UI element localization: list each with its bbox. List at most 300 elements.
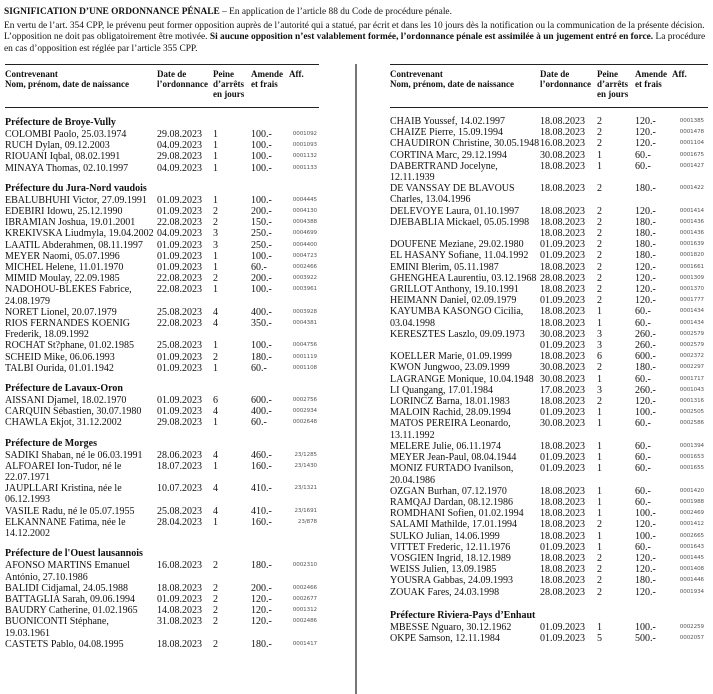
contrevenant-name: EL HASANY Sofiane, 11.04.1992 <box>390 250 529 262</box>
table-row <box>5 262 319 273</box>
amende-frais: 250.- <box>251 228 272 240</box>
contrevenant-name: IBRAMIAN Joshua, 19.01.2001 <box>5 217 136 229</box>
contrevenant-cell <box>390 553 540 564</box>
amende-frais: 100.- <box>635 508 656 520</box>
contrevenant-name: MEYER Naomi, 05.07.1996 <box>5 250 120 262</box>
table-row <box>390 295 708 306</box>
amende-frais: 120.- <box>635 295 656 307</box>
contrevenant-name: DELEVOYE Laura, 01.10.1997 <box>390 205 520 217</box>
contrevenant-name: MALOIN Rachid, 28.09.1994 <box>390 407 511 419</box>
contrevenant-cell <box>5 506 157 517</box>
ordonnance-date: 18.08.2023 <box>540 261 585 273</box>
amende-frais: 180.- <box>635 183 656 195</box>
peine-jours: 4 <box>213 505 218 517</box>
affaire-number: 0004400 <box>292 241 317 248</box>
contrevenant-name: KOELLER Marie, 01.09.1999 <box>390 351 512 363</box>
amende-frais: 60.- <box>635 496 651 508</box>
ordonnance-date: 30.08.2023 <box>540 418 585 430</box>
ordonnance-date: 01.09.2023 <box>157 593 202 605</box>
ordonnance-date: 04.09.2023 <box>157 140 202 152</box>
amende-frais: 120.- <box>635 116 656 127</box>
header-text: Nom, prénom, date de naissance <box>390 79 514 89</box>
amende-frais: 180.- <box>251 351 272 363</box>
ordonnance-date: 28.08.2023 <box>540 272 585 284</box>
peine-jours: 4 <box>213 306 218 318</box>
ordonnance-date: 30.08.2023 <box>540 328 585 340</box>
affaire-number: 0002486 <box>292 618 317 625</box>
amende-frais: 120.- <box>635 284 656 296</box>
prefecture-section <box>5 438 319 540</box>
ordonnance-date: 30.08.2023 <box>540 149 585 161</box>
peine-jours: 1 <box>597 373 602 385</box>
peine-jours: 2 <box>597 575 602 587</box>
ordonnance-date: 29.08.2023 <box>157 129 202 140</box>
column-divider <box>355 64 357 694</box>
affaire-number: 0002297 <box>679 364 704 371</box>
amende-frais: 60.- <box>251 262 267 274</box>
contrevenant-cell <box>390 206 540 217</box>
peine-jours: 2 <box>597 552 602 564</box>
table-row <box>390 362 708 373</box>
ordonnance-date: 18.08.2023 <box>540 440 585 452</box>
peine-jours: 1 <box>213 140 218 152</box>
contrevenant-cell <box>390 564 540 575</box>
contrevenant-name: MIMID Moulay, 22.09.1985 <box>5 273 120 285</box>
affaire-number: 0001639 <box>679 241 704 248</box>
peine-jours: 1 <box>213 194 218 206</box>
peine-jours: 2 <box>597 239 602 251</box>
affaire-number: 0002057 <box>679 634 704 641</box>
ordonnance-date: 17.08.2023 <box>540 384 585 396</box>
ordonnance-date: 01.09.2023 <box>157 351 202 363</box>
contrevenant-cell <box>390 519 540 530</box>
amende-frais: 120.- <box>251 593 272 605</box>
amende-frais: 180.- <box>635 239 656 251</box>
amende-frais: 410.- <box>251 505 272 517</box>
table-row <box>5 273 319 284</box>
contrevenant-name: OKPE Samson, 12.11.1984 <box>390 632 500 644</box>
amende-frais: 60.- <box>635 317 651 329</box>
header-text: Date de <box>157 69 187 79</box>
ordonnance-date: 18.08.2023 <box>540 552 585 564</box>
affaire-number: 0004699 <box>292 230 317 237</box>
contrevenant-cell <box>390 441 540 452</box>
peine-jours: 2 <box>213 605 218 617</box>
ordonnance-date: 04.09.2023 <box>157 228 202 240</box>
peine-jours: 2 <box>597 564 602 576</box>
contrevenant-cell <box>390 407 540 418</box>
affaire-number: 0001408 <box>679 566 704 573</box>
ordonnance-date: 01.09.2023 <box>540 340 585 352</box>
amende-frais: 120.- <box>635 519 656 531</box>
affaire-number: 23/1691 <box>294 507 317 514</box>
header-text: Aff. <box>289 69 304 79</box>
peine-jours: 2 <box>597 295 602 307</box>
peine-jours: 2 <box>213 206 218 218</box>
amende-frais: 410.- <box>251 483 272 495</box>
peine-jours: 2 <box>213 582 218 594</box>
amende-frais: 120.- <box>635 272 656 284</box>
amende-frais: 120.- <box>635 552 656 564</box>
ordonnance-date: 18.08.2023 <box>540 228 585 240</box>
amende-frais: 160.- <box>251 460 272 472</box>
contrevenant-name: GHENGHEA Laurentiu, 03.12.1968 <box>390 272 537 284</box>
contrevenant-cell <box>5 560 157 582</box>
table-row <box>390 452 708 463</box>
peine-jours: 1 <box>597 418 602 430</box>
contrevenant-cell <box>390 318 540 329</box>
peine-jours: 1 <box>213 460 218 472</box>
peine-jours: 3 <box>213 228 218 240</box>
contrevenant-name: RUCH Dylan, 09.12.2003 <box>5 140 110 152</box>
header-text: et frais <box>251 79 278 89</box>
peine-jours: 2 <box>213 273 218 285</box>
peine-jours: 1 <box>213 162 218 174</box>
ordonnance-date: 01.09.2023 <box>157 250 202 262</box>
affaire-number: 0001412 <box>679 521 704 528</box>
ordonnance-date: 18.08.2023 <box>540 183 585 195</box>
affaire-number: 0001717 <box>679 375 704 382</box>
contrevenant-name: BATTAGLIA Sarah, 09.06.1994 <box>5 593 136 605</box>
table-row <box>390 150 708 161</box>
ordonnance-date: 30.08.2023 <box>540 373 585 385</box>
amende-frais: 260.- <box>635 328 656 340</box>
table-row <box>5 583 319 594</box>
contrevenant-cell <box>390 418 540 440</box>
table-row <box>390 206 708 217</box>
amende-frais: 260.- <box>635 340 656 352</box>
amende-frais: 120.- <box>251 616 272 628</box>
table-row <box>390 228 708 239</box>
ordonnance-date: 01.09.2023 <box>157 194 202 206</box>
peine-jours: 1 <box>597 160 602 172</box>
peine-jours: 2 <box>597 272 602 284</box>
notice-title <box>4 6 709 18</box>
contrevenant-cell <box>390 306 540 317</box>
contrevenant-name: NADOHOU-BLEKES Fabrice, <box>5 284 132 296</box>
peine-jours: 5 <box>597 632 602 644</box>
contrevenant-name: CHAWLA Ekjot, 31.12.2002 <box>5 417 122 429</box>
affaire-number: 0001119 <box>292 353 317 360</box>
contrevenant-name: MICHEL Helene, 11.01.1970 <box>5 262 124 274</box>
amende-frais: 120.- <box>635 261 656 273</box>
amende-frais: 180.- <box>635 250 656 262</box>
ordonnance-date: 18.08.2023 <box>157 582 202 594</box>
affaire-number: 0002648 <box>292 419 317 426</box>
contrevenant-name: RAMQAJ Dardan, 08.12.1986 <box>390 496 514 508</box>
amende-frais: 60.- <box>251 417 267 429</box>
ordonnance-date: 01.09.2023 <box>157 395 202 407</box>
peine-jours: 1 <box>213 151 218 163</box>
contrevenant-name-cont: 19.03.1961 <box>5 627 50 639</box>
contrevenant-cell <box>5 273 157 284</box>
table-row <box>5 151 319 162</box>
contrevenant-name: BALIDI Cidjamal, 24.05.1988 <box>5 582 129 594</box>
contrevenant-cell <box>390 497 540 508</box>
ordonnance-date: 01.09.2023 <box>157 262 202 274</box>
affaire-number: 0001316 <box>679 398 704 405</box>
intro-text-2: La procédure en cas d’opposition est réglée par l’article 355 CPP. <box>4 32 706 54</box>
affaire-number: 0001777 <box>679 297 704 304</box>
table-row <box>5 129 319 140</box>
affaire-number: 0001434 <box>679 308 704 315</box>
contrevenant-name-cont: 20.04.1986 <box>390 474 435 486</box>
ordonnance-date: 22.08.2023 <box>157 273 202 285</box>
ordonnance-date: 04.09.2023 <box>157 162 202 174</box>
contrevenant-name: VITTET Frederic, 12.11.1976 <box>390 541 511 553</box>
amende-frais: 60.- <box>635 485 651 497</box>
peine-jours: 3 <box>597 328 602 340</box>
contrevenant-cell <box>390 150 540 161</box>
contrevenant-name: BAUDRY Catherine, 01.02.1965 <box>5 605 138 617</box>
contrevenant-name: LORINCZ Barna, 18.01.1983 <box>390 396 510 408</box>
affaire-number: 0002259 <box>679 623 704 630</box>
table-row <box>5 483 319 505</box>
peine-jours: 1 <box>213 129 218 140</box>
contrevenant-name: BUONICONTI Stéphane, <box>5 616 109 628</box>
header-text: Date de <box>540 69 570 79</box>
header-text: Peine <box>213 69 234 79</box>
header-text: Peine <box>597 69 618 79</box>
affaire-number: 0001417 <box>292 640 317 647</box>
ordonnance-date: 18.08.2023 <box>540 575 585 587</box>
table-row <box>5 395 319 406</box>
contrevenant-name: COLOMBI Paolo, 25.03.1974 <box>5 129 127 140</box>
table-row <box>5 318 319 340</box>
ordonnance-date: 01.09.2023 <box>157 206 202 218</box>
ordonnance-date: 18.08.2023 <box>540 284 585 296</box>
ordonnance-date: 18.08.2023 <box>540 496 585 508</box>
peine-jours: 4 <box>213 406 218 418</box>
contrevenant-name: ZOUAK Fares, 24.03.1998 <box>390 586 500 598</box>
affaire-number: 0002310 <box>292 562 317 569</box>
header-date <box>540 69 597 103</box>
peine-jours: 2 <box>597 127 602 139</box>
contrevenant-name: EBALUBHUHI Victor, 27.09.1991 <box>5 194 147 206</box>
amende-frais: 100.- <box>251 194 272 206</box>
contrevenant-cell <box>390 127 540 138</box>
peine-jours: 1 <box>213 250 218 262</box>
affaire-number: 0001093 <box>292 142 317 149</box>
contrevenant-cell <box>390 542 540 553</box>
contrevenant-cell <box>5 483 157 505</box>
contrevenant-name: HEIMANN Daniel, 02.09.1979 <box>390 295 517 307</box>
amende-frais: 100.- <box>251 250 272 262</box>
contrevenant-name <box>390 340 540 351</box>
contrevenant-name: KWON Jungwoo, 23.09.1999 <box>390 362 510 374</box>
affaire-number: 0001436 <box>679 230 704 237</box>
peine-jours: 1 <box>213 340 218 352</box>
contrevenant-name: MEYER Jean-Paul, 08.04.1944 <box>390 452 517 464</box>
peine-jours: 2 <box>213 351 218 363</box>
contrevenant-cell <box>390 575 540 586</box>
table-row <box>5 363 319 374</box>
amende-frais: 260.- <box>635 384 656 396</box>
prefecture-title: Préfecture du Jura-Nord vaudois <box>5 182 147 194</box>
contrevenant-name: KREKIVSKA Liudmyla, 19.04.2002 <box>5 228 154 240</box>
ordonnance-date: 16.08.2023 <box>157 560 202 572</box>
contrevenant-name: MELERE Julie, 06.11.1974 <box>390 440 502 452</box>
affaire-number: 0001132 <box>292 153 317 160</box>
affaire-number: 0001655 <box>679 465 704 472</box>
contrevenant-name <box>390 228 540 239</box>
contrevenant-cell <box>390 284 540 295</box>
table-row <box>390 486 708 497</box>
peine-jours: 1 <box>597 496 602 508</box>
peine-jours: 1 <box>213 262 218 274</box>
contrevenant-cell <box>5 461 157 483</box>
contrevenant-cell <box>5 251 157 262</box>
contrevenant-cell <box>390 239 540 250</box>
table-row <box>5 163 319 174</box>
amende-frais: 400.- <box>251 406 272 418</box>
ordonnance-date: 18.08.2023 <box>540 216 585 228</box>
table-header <box>390 64 708 108</box>
contrevenant-cell <box>5 395 157 406</box>
contrevenant-name-cont: 24.08.1979 <box>5 295 50 307</box>
amende-frais: 600.- <box>251 395 272 407</box>
ordonnance-date: 14.08.2023 <box>157 605 202 617</box>
amende-frais: 60.- <box>635 149 651 161</box>
notice-title-suffix: – En application de l’article 88 du Code de procédure pénale. <box>219 7 452 17</box>
amende-frais: 120.- <box>635 127 656 139</box>
contrevenant-name: VOSGIEN Ingrid, 18.12.1989 <box>390 552 511 564</box>
affaire-number: 0001420 <box>679 487 704 494</box>
affaire-number: 0003922 <box>292 275 317 282</box>
table-row <box>390 138 708 149</box>
ordonnance-date: 18.08.2023 <box>540 160 585 172</box>
amende-frais: 100.- <box>635 407 656 419</box>
table-row <box>5 228 319 239</box>
contrevenant-cell <box>390 587 540 598</box>
ordonnance-date: 01.09.2023 <box>540 463 585 475</box>
peine-jours: 1 <box>597 541 602 553</box>
contrevenant-name: DOUFENE Meziane, 29.02.1980 <box>390 239 524 251</box>
ordonnance-date: 18.07.2023 <box>157 460 202 472</box>
peine-jours: 2 <box>213 560 218 572</box>
contrevenant-cell <box>390 217 540 228</box>
table-row <box>390 318 708 329</box>
peine-jours: 2 <box>597 205 602 217</box>
peine-jours: 2 <box>597 250 602 262</box>
contrevenant-cell <box>390 183 540 205</box>
peine-jours: 2 <box>213 217 218 229</box>
contrevenant-cell <box>5 129 157 140</box>
header-contrevenant <box>390 69 540 103</box>
amende-frais: 60.- <box>635 440 651 452</box>
affaire-number: 0001309 <box>679 274 704 281</box>
contrevenant-name: CASTETS Pablo, 04.08.1995 <box>5 638 124 650</box>
header-amende <box>251 69 289 103</box>
affaire-number: 23/878 <box>297 518 317 525</box>
contrevenant-cell <box>390 622 540 633</box>
ordonnance-date: 01.09.2023 <box>157 239 202 251</box>
peine-jours: 2 <box>213 616 218 628</box>
ordonnance-date: 18.08.2023 <box>540 205 585 217</box>
table-row <box>5 605 319 616</box>
contrevenant-cell <box>390 452 540 463</box>
table-row <box>390 441 708 452</box>
table-row <box>390 587 708 598</box>
table-row <box>390 262 708 273</box>
contrevenant-cell <box>390 138 540 149</box>
ordonnance-date: 18.08.2023 <box>540 116 585 127</box>
contrevenant-name: MBESSE Nguaro, 30.12.1962 <box>390 621 512 633</box>
amende-frais: 150.- <box>251 217 272 229</box>
ordonnance-date: 18.08.2023 <box>540 396 585 408</box>
affaire-number: 0001104 <box>679 140 704 147</box>
affaire-number: 0001422 <box>679 185 704 192</box>
affaire-number: 0002505 <box>679 409 704 416</box>
contrevenant-cell <box>390 385 540 396</box>
peine-jours: 2 <box>213 593 218 605</box>
ordonnance-date: 28.08.2023 <box>540 586 585 598</box>
contrevenant-cell <box>5 195 157 206</box>
contrevenant-name: LAATIL Abderahmen, 08.11.1997 <box>5 239 143 251</box>
affaire-number: 0004723 <box>292 252 317 259</box>
notice-intro <box>4 21 709 55</box>
contrevenant-name: SADIKI Shaban, né le 06.03.1991 <box>5 449 143 461</box>
peine-jours: 4 <box>213 449 218 461</box>
table-row <box>390 531 708 542</box>
affaire-number: 0002466 <box>292 584 317 591</box>
contrevenant-name: SCHEID Mike, 06.06.1993 <box>5 351 115 363</box>
affaire-number: 0001643 <box>679 543 704 550</box>
table-row <box>390 217 708 228</box>
amende-frais: 180.- <box>635 228 656 240</box>
affaire-number: 0001446 <box>679 577 704 584</box>
contrevenant-name: YOUSRA Gabbas, 24.09.1993 <box>390 575 514 587</box>
amende-frais: 180.- <box>635 216 656 228</box>
affaire-number: 0001445 <box>679 554 704 561</box>
contrevenant-name: SULKO Julian, 14.06.1999 <box>390 530 500 542</box>
prefecture-section <box>5 117 319 174</box>
header-text: en jours <box>213 89 245 99</box>
ordonnance-date: 18.08.2023 <box>540 564 585 576</box>
contrevenant-cell <box>5 228 157 239</box>
table-row <box>5 639 319 650</box>
ordonnance-date: 01.09.2023 <box>157 362 202 374</box>
amende-frais: 120.- <box>635 396 656 408</box>
table-row <box>5 140 319 151</box>
ordonnance-date: 01.09.2023 <box>157 406 202 418</box>
affaire-number: 23/1285 <box>294 451 317 458</box>
contrevenant-cell <box>390 486 540 497</box>
table-row <box>5 461 319 483</box>
peine-jours: 2 <box>597 228 602 240</box>
peine-jours: 1 <box>213 284 218 296</box>
contrevenant-name: MONIZ FURTADO Ivanilson, <box>390 463 514 475</box>
peine-jours: 1 <box>213 362 218 374</box>
affaire-number: 0001043 <box>679 386 704 393</box>
table-row <box>390 508 708 519</box>
affaire-number: 23/1321 <box>294 485 317 492</box>
contrevenant-cell <box>390 340 540 351</box>
table-row <box>390 407 708 418</box>
contrevenant-name-cont: Charles, 13.04.1996 <box>390 194 471 206</box>
table-row <box>390 633 708 644</box>
peine-jours: 4 <box>213 483 218 495</box>
table-row <box>390 418 708 440</box>
table-row <box>390 463 708 485</box>
prefecture-title: Préfecture de l'Ouest lausannois <box>5 548 143 560</box>
contrevenant-name-cont: 12.11.1939 <box>390 172 435 184</box>
affaire-number: 0004381 <box>292 320 317 327</box>
peine-jours: 6 <box>597 351 602 363</box>
affaire-number: 0002372 <box>679 353 704 360</box>
table-row <box>390 116 708 127</box>
amende-frais: 60.- <box>635 418 651 430</box>
